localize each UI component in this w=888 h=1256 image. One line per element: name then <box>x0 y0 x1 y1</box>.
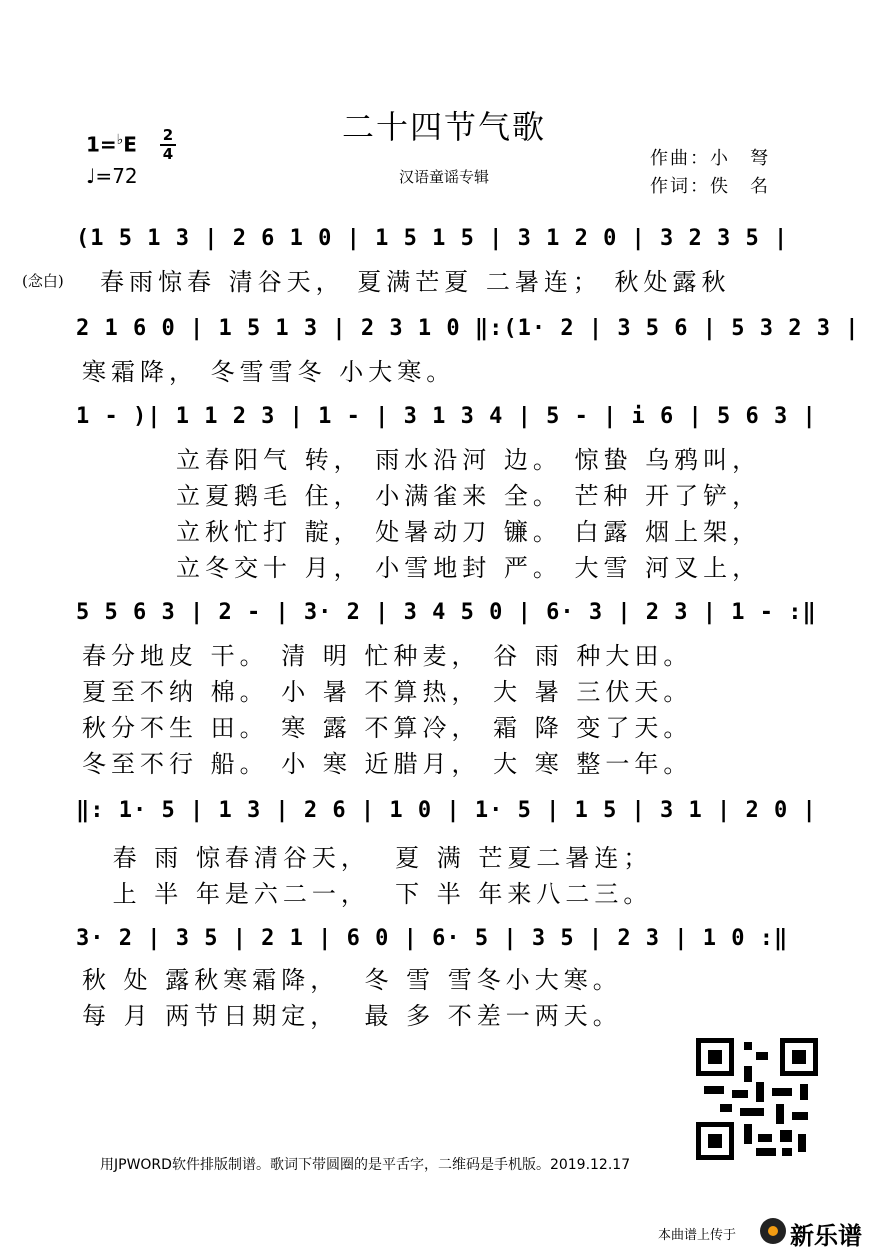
lyric-prefix: (念白) <box>22 272 64 290</box>
song-title: 二十四节气歌 <box>341 108 546 146</box>
lyric-line-3-1: 立春阳气 转， 雨水沿河 边。 惊蛰 乌鸦叫， <box>176 446 762 474</box>
lyric-line-6-2: 每 月 两节日期定， 最 多 不差一两天。 <box>82 1002 622 1030</box>
qr-module <box>720 1104 732 1112</box>
upload-label: 本曲谱上传于 <box>658 1228 737 1243</box>
qr-module <box>744 1042 752 1050</box>
qr-module <box>756 1148 776 1156</box>
lyric-line-4-3: 秋分不生 田。 寒 露 不算冷， 霜 降 变了天。 <box>82 714 693 742</box>
album-subtitle: 汉语童谣专辑 <box>398 168 489 186</box>
time-bottom: 4 <box>162 145 174 163</box>
qr-code[interactable] <box>696 1038 818 1160</box>
qr-module <box>776 1104 784 1124</box>
footer-note: 用JPWORD软件排版制谱。歌词下带圆圈的是平舌字，二维码是手机版。2019.12.17 <box>100 1157 631 1173</box>
lyric-line-4-2: 夏至不纳 棉。 小 暑 不算热， 大 暑 三伏天。 <box>82 678 693 706</box>
qr-module <box>772 1088 792 1096</box>
composer-credit: 作曲：小 弩 <box>650 148 770 169</box>
flat-symbol: ♭ <box>116 132 124 148</box>
qr-module <box>756 1082 764 1102</box>
qr-module <box>782 1148 792 1156</box>
lyric-line-2-1: 寒霜降， 冬雪雪冬 小大寒。 <box>82 358 456 386</box>
key-letter: E <box>123 132 137 157</box>
key-prefix: 1= <box>86 132 117 157</box>
notation-line-5: ‖: 1· 5 | 1 3 | 2 6 | 1 0 | 1· 5 | 1 5 | 3 1 | 2 0 | <box>76 798 817 823</box>
notation-line-3: 1 - )| 1 1 2 3 | 1 - | 3 1 3 4 | 5 - | i 6 | 5 6 3 | <box>76 404 817 429</box>
qr-module <box>798 1134 806 1152</box>
key-signature <box>86 132 137 157</box>
time-top: 2 <box>162 126 174 144</box>
qr-module <box>780 1130 792 1142</box>
lyric-line-4-1: 春分地皮 干。 清 明 忙种麦， 谷 雨 种大田。 <box>82 642 693 670</box>
lyric-line-6-1: 秋 处 露秋寒霜降， 冬 雪 雪冬小大寒。 <box>82 966 622 994</box>
qr-module <box>732 1090 748 1098</box>
lyric-line-5-1: 春 雨 惊春清谷天， 夏 满 芒夏二暑连； <box>100 844 653 872</box>
qr-module <box>756 1052 768 1060</box>
lyricist-credit: 作词：佚 名 <box>650 176 770 197</box>
qr-finder-top-right <box>780 1038 818 1076</box>
lyric-line-4-4: 冬至不行 船。 小 寒 近腊月， 大 寒 整一年。 <box>82 750 693 778</box>
qr-finder-bottom-left <box>696 1122 734 1160</box>
time-signature <box>160 128 176 162</box>
qr-module <box>792 1112 808 1120</box>
notation-line-6: 3· 2 | 3 5 | 2 1 | 6 0 | 6· 5 | 3 5 | 2 3 | 1 0 :‖ <box>76 926 789 951</box>
notation-line-2: 2 1 6 0 | 1 5 1 3 | 2 3 1 0 ‖:(1· 2 | 3 5 6 | 5 3 2 3 | <box>76 316 860 341</box>
brand-name[interactable]: 新乐谱 <box>790 1222 862 1250</box>
qr-module <box>758 1134 772 1142</box>
notation-line-1: (1 5 1 3 | 2 6 1 0 | 1 5 1 5 | 3 1 2 0 | 3 2 3 5 | <box>76 226 789 251</box>
tempo-mark: ♩=72 <box>86 164 138 188</box>
lyric-line-3-4: 立冬交十 月， 小雪地封 严。 大雪 河叉上， <box>176 554 762 582</box>
notation-line-4: 5 5 6 3 | 2 - | 3· 2 | 3 4 5 0 | 6· 3 | 2 3 | 1 - :‖ <box>76 600 817 625</box>
qr-finder-top-left <box>696 1038 734 1076</box>
qr-module <box>704 1086 724 1094</box>
qr-module <box>744 1066 752 1082</box>
lyric-line-3-3: 立秋忙打 靛， 处暑动刀 镰。 白露 烟上架， <box>176 518 762 546</box>
qr-module <box>744 1124 752 1144</box>
brand-logo-icon <box>760 1218 786 1244</box>
lyric-line-1-1: 春雨惊春 清谷天， 夏满芒夏 二暑连； 秋处露秋 <box>100 268 731 296</box>
qr-module <box>740 1108 764 1116</box>
qr-module <box>800 1084 808 1100</box>
lyric-line-5-2: 上 半 年是六二一， 下 半 年来八二三。 <box>100 880 653 908</box>
lyric-line-3-2: 立夏鹅毛 住， 小满雀来 全。 芒种 开了铲， <box>176 482 762 510</box>
